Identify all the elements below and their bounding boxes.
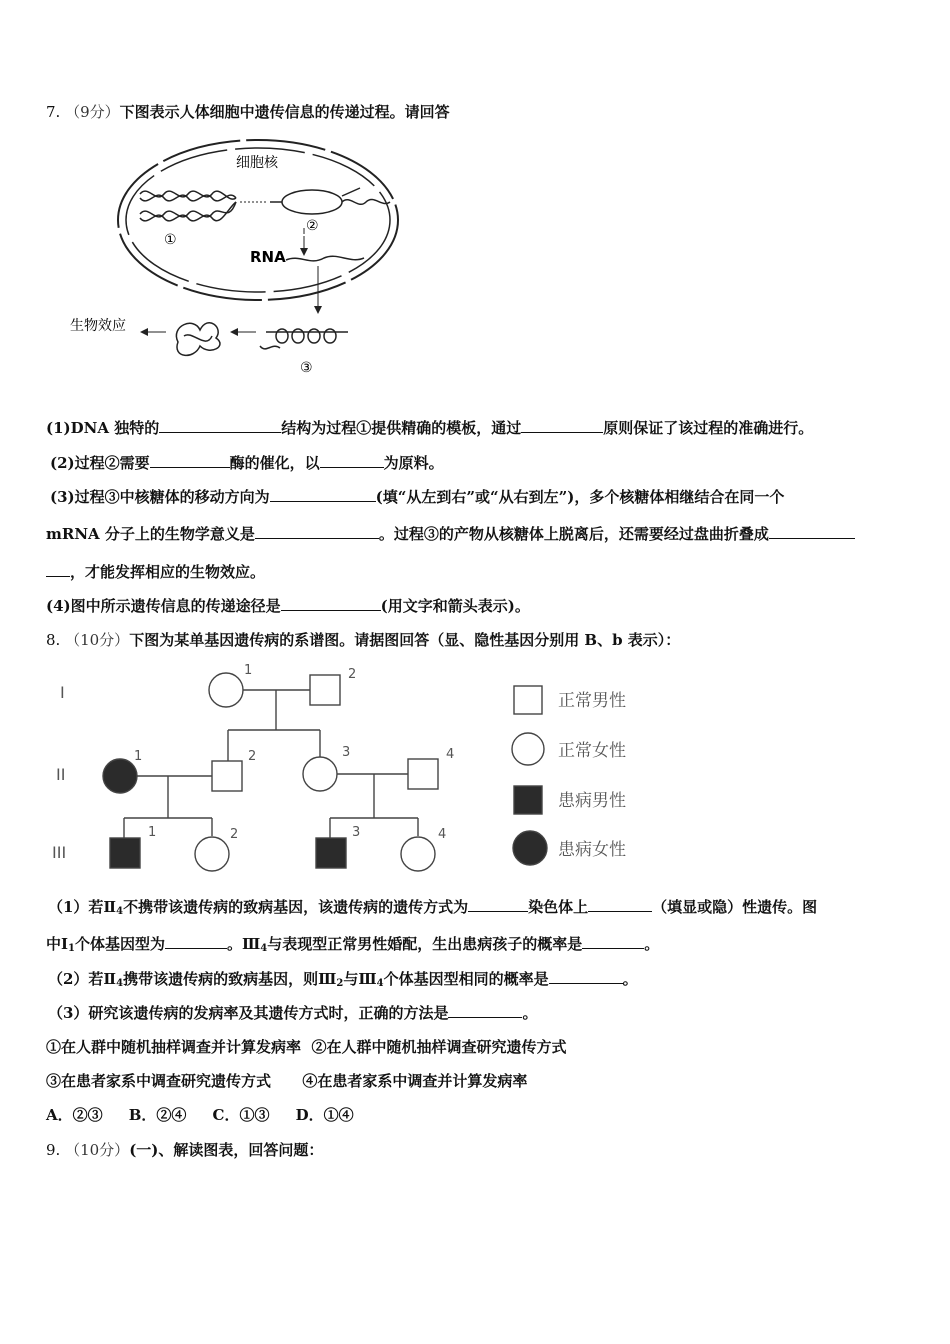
arrow-to-protein-head [230, 328, 238, 336]
III1-number: 1 [148, 825, 157, 840]
blank[interactable] [46, 562, 70, 577]
II3-number: 3 [342, 745, 351, 760]
q8-part1: （1）若$Ⅱ_4$不携带该遗传病的致病基因，该遗传病的遗传方式为 染色体上 （填显或隐）性遗传。图 [48, 898, 818, 917]
q8-part2: （2）若$Ⅱ_4$携带该遗传病的致病基因，则$Ⅲ_2$与$Ⅲ_4$个体基因型相同的概率是 。 [48, 970, 638, 989]
blank[interactable] [448, 1003, 522, 1018]
blank[interactable] [159, 418, 281, 433]
pedigree-chart [40, 660, 680, 880]
transcription-bubble [270, 188, 390, 214]
II1-number: 1 [134, 749, 143, 764]
blank[interactable] [165, 934, 227, 949]
q8-choices: A．②③ B．②④ C．①③ D．①④ [46, 1106, 354, 1124]
arrow-to-rna-head [300, 248, 308, 256]
q7-part3: (3)过程③中核糖体的移动方向为 (填“从左到右”或“从右到左”)，多个核糖体相继结合在同一个 [50, 488, 785, 506]
blank[interactable] [468, 897, 528, 912]
blank[interactable] [588, 897, 652, 912]
II4-number: 4 [446, 747, 455, 762]
III4-normal-female [401, 837, 435, 871]
blank[interactable] [521, 418, 603, 433]
rna-strand [286, 256, 364, 261]
blank[interactable] [320, 453, 384, 468]
q7-heading: 7. （9分）下图表示人体细胞中遗传信息的传递过程。请回答 [46, 103, 450, 121]
legend-affected-female-label: 患病女性 [558, 840, 626, 860]
I2-number: 2 [348, 667, 357, 682]
blank[interactable] [255, 524, 379, 539]
III2-normal-female [195, 837, 229, 871]
q7-part2: (2)过程②需要 酶的催化，以 为原料。 [50, 454, 444, 472]
blank[interactable] [582, 934, 644, 949]
dna-replication [140, 191, 236, 221]
I1-number: 1 [244, 663, 253, 678]
rna-label: RNA [250, 248, 286, 266]
blank[interactable] [150, 453, 230, 468]
gene-expression-figure [60, 136, 420, 382]
legend-normal-female-label: 正常女性 [558, 741, 626, 761]
II2-normal-male [212, 761, 242, 791]
q8-options-1-2: ①在人群中随机抽样调查并计算发病率 ②在人群中随机抽样调查研究遗传方式 [46, 1038, 567, 1056]
II4-normal-male [408, 759, 438, 789]
step3-label: ③ [300, 360, 313, 376]
arrow-out-nucleus-head [314, 306, 322, 314]
blank[interactable] [549, 969, 623, 984]
blank[interactable] [270, 487, 376, 502]
legend-normal-male-label: 正常男性 [558, 691, 626, 711]
I1-normal-female [209, 673, 243, 707]
legend-affected-male-label: 患病男性 [558, 791, 626, 811]
legend-normal-male-symbol [514, 686, 542, 714]
q7-part3-cont: mRNA 分子上的生物学意义是 。过程③的产物从核糖体上脱离后，还需要经过盘曲折叠成 [46, 524, 855, 544]
III2-number: 2 [230, 827, 239, 842]
q8-part1-cont: 中$Ⅰ_1$个体基因型为 。$Ⅲ_4$与表现型正常男性婚配，生出患病孩子的概率是 。 [46, 935, 660, 954]
nucleus-label: 细胞核 [236, 155, 278, 171]
III3-affected-male [316, 838, 346, 868]
folded-protein [176, 323, 220, 356]
q8-options-3-4: ③在患者家系中调查研究遗传方式 ④在患者家系中调查并计算发病率 [46, 1072, 528, 1090]
blank[interactable] [281, 596, 381, 611]
gen1-label: I [60, 683, 65, 702]
q7-part3-end: ，才能发挥相应的生物效应。 [46, 562, 265, 582]
polyribosome [260, 329, 348, 349]
arrow-to-effect-head [140, 328, 148, 336]
q8-heading: 8. （10分）下图为某单基因遗传病的系谱图。请据图回答（显、隐性基因分别用 B、b 表示）： [46, 631, 681, 649]
q8-part3: （3）研究该遗传病的发病率及其遗传方式时，正确的方法是 。 [48, 1004, 538, 1022]
legend-normal-female-symbol [512, 733, 544, 765]
step2-label: ② [306, 218, 319, 234]
III1-affected-male [110, 838, 140, 868]
legend-affected-male-symbol [514, 786, 542, 814]
step1-label: ① [164, 232, 177, 248]
III3-number: 3 [352, 825, 361, 840]
q9-heading: 9. （10分）(一)、解读图表，回答问题： [46, 1141, 324, 1159]
I2-normal-male [310, 675, 340, 705]
blank[interactable] [769, 524, 855, 539]
III4-number: 4 [438, 827, 447, 842]
gen2-label: II [56, 765, 66, 784]
effect-label: 生物效应 [70, 318, 126, 334]
II3-normal-female [303, 757, 337, 791]
legend-affected-female-symbol [513, 831, 547, 865]
II1-affected-female [103, 759, 137, 793]
II2-number: 2 [248, 749, 257, 764]
gen3-label: III [52, 843, 67, 862]
q7-part4: (4)图中所示遗传信息的传递途径是 (用文字和箭头表示)。 [46, 597, 530, 615]
q7-part1: (1)DNA 独特的 结构为过程①提供精确的模板，通过 原则保证了该过程的准确进行。 [46, 419, 814, 437]
